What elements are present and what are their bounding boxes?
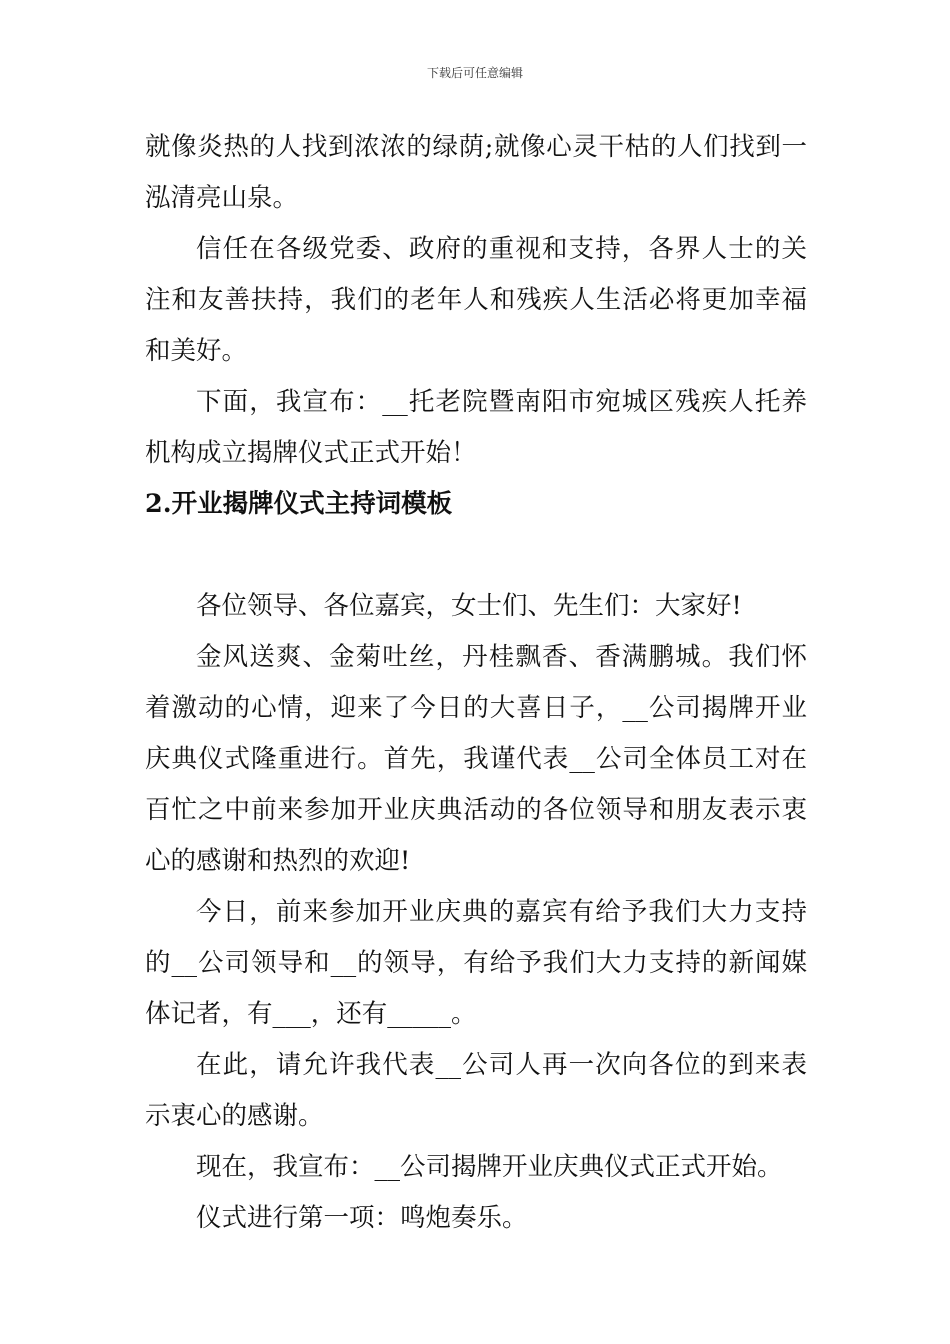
paragraph-announcement: 下面，我宣布：__托老院暨南阳市宛城区残疾人托养机构成立揭牌仪式正式开始！ <box>145 387 807 468</box>
paragraph-guests: 今日，前来参加开业庆典的嘉宾有给予我们大力支持的__公司领导和__的领导，有给予我们大力支持的新闻媒体记者，有___，还有_____。 <box>145 897 807 1029</box>
paragraph-welcome: 金风送爽、金菊吐丝，丹桂飘香、香满鹏城。我们怀着激动的心情，迎来了今日的大喜日子，__公司揭牌开业庆典仪式隆重进行。首先，我谨代表__公司全体员工对在百忙之中前来参加开业庆典活动的各位领导和朋友表示衷心的感谢和热烈的欢迎! <box>145 642 807 876</box>
paragraph-continuation: 就像炎热的人找到浓浓的绿荫;就像心灵干枯的人们找到一泓清亮山泉。 <box>145 132 807 213</box>
paragraph-trust: 信任在各级党委、政府的重视和支持，各界人士的关注和友善扶持，我们的老年人和残疾人生活必将更加幸福和美好。 <box>145 234 807 366</box>
section-title: 2.开业揭牌仪式主持词模板 <box>145 489 453 519</box>
paragraph-declare-open: 现在，我宣布：__公司揭牌开业庆典仪式正式开始。 <box>196 1152 783 1182</box>
paragraph-greeting: 各位领导、各位嘉宾，女士们、先生们：大家好! <box>196 591 742 621</box>
page-header: 下载后可任意编辑 <box>426 66 523 80</box>
document-body <box>145 122 807 1244</box>
paragraph-first-item: 仪式进行第一项：鸣炮奏乐。 <box>196 1203 528 1233</box>
paragraph-thanks: 在此，请允许我代表__公司人再一次向各位的到来表示衷心的感谢。 <box>145 1050 807 1131</box>
